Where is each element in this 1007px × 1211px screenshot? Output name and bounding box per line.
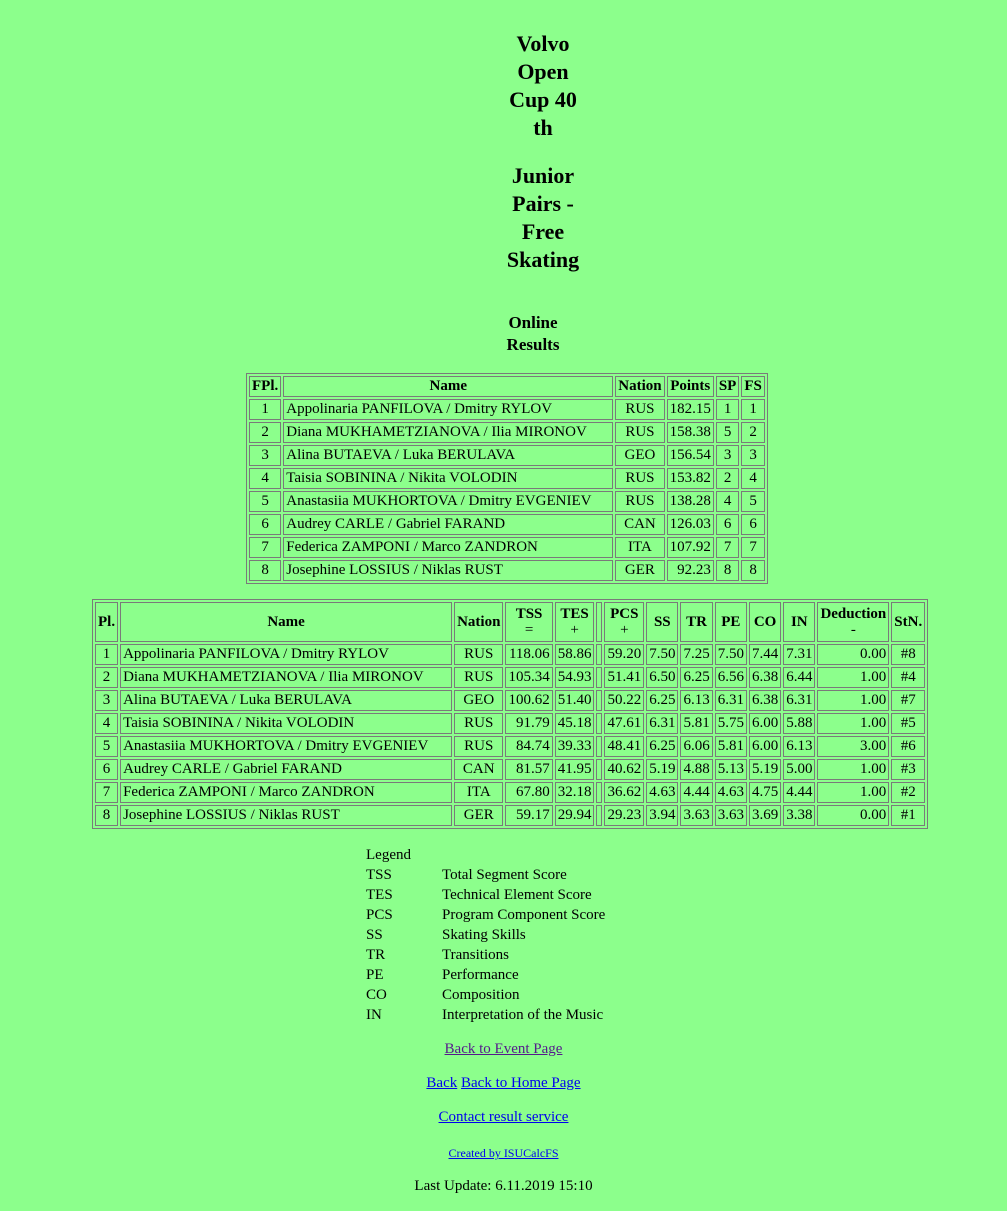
cell-fs: 4: [741, 468, 765, 489]
cell-pcs: 29.23: [604, 805, 644, 826]
cell-ss: 6.25: [646, 736, 678, 757]
col-header-ss: SS: [646, 602, 678, 642]
legend-abbreviation: PCS: [366, 907, 393, 923]
cell-co: 6.38: [749, 667, 781, 688]
col-header-fpl: FPl.: [249, 376, 281, 397]
table-row: [95, 782, 925, 803]
cell-nation: RUS: [454, 736, 503, 757]
cell-spacer: [596, 782, 602, 803]
cell-place: 6: [95, 759, 118, 780]
cell-pcs: 36.62: [604, 782, 644, 803]
cell-tss: 84.74: [505, 736, 552, 757]
cell-tss: 91.79: [505, 713, 552, 734]
cell-ss: 6.25: [646, 690, 678, 711]
cell-stn: #8: [891, 644, 925, 665]
cell-name: Anastasiia MUKHORTOVA / Dmitry EVGENIEV: [120, 736, 452, 757]
cell-sp: 4: [716, 491, 740, 512]
cell-fs: 3: [741, 445, 765, 466]
legend-title: Legend: [366, 847, 411, 863]
cell-fs: 5: [741, 491, 765, 512]
cell-pcs: 48.41: [604, 736, 644, 757]
cell-pcs: 59.20: [604, 644, 644, 665]
cell-place: 7: [249, 537, 281, 558]
cell-ss: 4.63: [646, 782, 678, 803]
cell-pcs: 40.62: [604, 759, 644, 780]
title-line: Pairs -: [512, 191, 574, 216]
cell-stn: #4: [891, 667, 925, 688]
cell-place: 8: [95, 805, 118, 826]
cell-co: 6.00: [749, 736, 781, 757]
col-header-pl: Pl.: [95, 602, 118, 642]
cell-tes: 29.94: [555, 805, 595, 826]
col-header-deduction: [817, 602, 889, 642]
cell-tr: 6.06: [680, 736, 712, 757]
legend-description: Composition: [442, 987, 520, 1003]
cell-tes: 45.18: [555, 713, 595, 734]
cell-fs: 6: [741, 514, 765, 535]
col-header-fs: FS: [741, 376, 765, 397]
cell-points: 153.82: [667, 468, 714, 489]
table-row: [249, 422, 765, 443]
cell-name: Appolinaria PANFILOVA / Dmitry RYLOV: [283, 399, 613, 420]
cell-tes: 54.93: [555, 667, 595, 688]
table-header-row: [249, 376, 765, 397]
cell-stn: #6: [891, 736, 925, 757]
col-header-tr: TR: [680, 602, 712, 642]
cell-place: 6: [249, 514, 281, 535]
cell-stn: #5: [891, 713, 925, 734]
col-header-sp: SP: [716, 376, 740, 397]
cell-co: 3.69: [749, 805, 781, 826]
cell-fs: 2: [741, 422, 765, 443]
cell-in: 6.13: [783, 736, 815, 757]
cell-stn: #7: [891, 690, 925, 711]
cell-points: 138.28: [667, 491, 714, 512]
cell-pe: 4.63: [715, 782, 747, 803]
table-row: [95, 644, 925, 665]
cell-points: 156.54: [667, 445, 714, 466]
col-header-tes: [555, 602, 595, 642]
cell-pcs: 47.61: [604, 713, 644, 734]
table-row: [95, 736, 925, 757]
cell-stn: #1: [891, 805, 925, 826]
legend-abbreviation: SS: [366, 927, 383, 943]
cell-sp: 5: [716, 422, 740, 443]
legend-items: [366, 865, 605, 1025]
title-line: Free: [521, 219, 565, 244]
legend-abbreviation: IN: [366, 1007, 382, 1023]
cell-tes: 51.40: [555, 690, 595, 711]
cell-co: 7.44: [749, 644, 781, 665]
cell-name: Appolinaria PANFILOVA / Dmitry RYLOV: [120, 644, 452, 665]
col-header-nation: Nation: [454, 602, 503, 642]
event-link-row: [0, 1041, 1007, 1058]
col-header-in: IN: [783, 602, 815, 642]
cell-in: 3.38: [783, 805, 815, 826]
cell-pe: 6.56: [715, 667, 747, 688]
cell-co: 6.00: [749, 713, 781, 734]
legend-description: Performance: [442, 967, 519, 983]
cell-in: 4.44: [783, 782, 815, 803]
cell-nation: RUS: [615, 422, 664, 443]
cell-tr: 3.63: [680, 805, 712, 826]
cell-place: 3: [249, 445, 281, 466]
cell-fs: 7: [741, 537, 765, 558]
back-link[interactable]: Back: [426, 1075, 458, 1091]
title-line: Volvo: [516, 31, 570, 56]
col-header-pcs: [604, 602, 644, 642]
cell-name: Audrey CARLE / Gabriel FARAND: [283, 514, 613, 535]
last-update: Last Update: 6.11.2019 15:10: [414, 1178, 593, 1194]
cell-co: 4.75: [749, 782, 781, 803]
subtitle-line: Results: [506, 335, 560, 354]
cell-nation: GEO: [454, 690, 503, 711]
cell-tss: 105.34: [505, 667, 552, 688]
col-header-pe: PE: [715, 602, 747, 642]
cell-tss: 67.80: [505, 782, 552, 803]
tss-label: TSS: [515, 606, 543, 622]
cell-nation: RUS: [615, 491, 664, 512]
cell-sp: 3: [716, 445, 740, 466]
table-row: [249, 491, 765, 512]
contact-link-row: [0, 1109, 1007, 1126]
cell-pe: 7.50: [715, 644, 747, 665]
cell-place: 1: [95, 644, 118, 665]
cell-in: 6.31: [783, 690, 815, 711]
cell-nation: CAN: [615, 514, 664, 535]
cell-pe: 5.81: [715, 736, 747, 757]
subtitle-line: Online: [508, 313, 558, 332]
created-by-link[interactable]: Created by ISUCalcFS: [448, 1146, 559, 1160]
deduction-sign: -: [850, 622, 856, 638]
cell-nation: RUS: [454, 667, 503, 688]
cell-in: 5.88: [783, 713, 815, 734]
title-line: Cup 40: [509, 87, 577, 112]
cell-ss: 6.31: [646, 713, 678, 734]
cell-tss: 100.62: [505, 690, 552, 711]
legend-description: Transitions: [442, 947, 509, 963]
table-row: [249, 399, 765, 420]
cell-place: 1: [249, 399, 281, 420]
cell-tr: 5.81: [680, 713, 712, 734]
legend-abbreviation: CO: [366, 987, 387, 1003]
cell-nation: GEO: [615, 445, 664, 466]
cell-tes: 32.18: [555, 782, 595, 803]
col-header-name: Name: [283, 376, 613, 397]
cell-points: 107.92: [667, 537, 714, 558]
table-row: [249, 445, 765, 466]
tes-label: TES: [560, 606, 589, 622]
cell-spacer: [596, 713, 602, 734]
cell-name: Federica ZAMPONI / Marco ZANDRON: [283, 537, 613, 558]
cell-fs: 1: [741, 399, 765, 420]
home-link-row: [0, 1075, 1007, 1092]
legend-description: Interpretation of the Music: [442, 1007, 604, 1023]
legend-item: [366, 865, 605, 885]
title-gap: [492, 142, 594, 162]
cell-pe: 5.13: [715, 759, 747, 780]
legend-item: [366, 885, 605, 905]
legend-description: Total Segment Score: [442, 867, 567, 883]
cell-place: 2: [249, 422, 281, 443]
cell-stn: #2: [891, 782, 925, 803]
cell-tr: 7.25: [680, 644, 712, 665]
cell-tss: 59.17: [505, 805, 552, 826]
contact-result-service-link[interactable]: Contact result service: [438, 1109, 569, 1125]
cell-nation: GER: [454, 805, 503, 826]
cell-deduction: 1.00: [817, 667, 889, 688]
cell-tr: 4.88: [680, 759, 712, 780]
legend: [366, 845, 605, 1025]
cell-place: 7: [95, 782, 118, 803]
cell-pe: 6.31: [715, 690, 747, 711]
pcs-sign: +: [620, 622, 629, 638]
cell-name: Anastasiia MUKHORTOVA / Dmitry EVGENIEV: [283, 491, 613, 512]
table-row: [95, 690, 925, 711]
cell-nation: RUS: [454, 713, 503, 734]
cell-name: Audrey CARLE / Gabriel FARAND: [120, 759, 452, 780]
cell-tss: 81.57: [505, 759, 552, 780]
cell-tr: 6.13: [680, 690, 712, 711]
cell-pcs: 50.22: [604, 690, 644, 711]
cell-name: Taisia SOBININA / Nikita VOLODIN: [283, 468, 613, 489]
cell-place: 4: [95, 713, 118, 734]
cell-spacer: [596, 644, 602, 665]
final-results-body: [249, 399, 765, 581]
cell-ss: 5.19: [646, 759, 678, 780]
legend-item: [366, 945, 605, 965]
legend-item: [366, 925, 605, 945]
cell-in: 5.00: [783, 759, 815, 780]
table-header-row: [95, 602, 925, 642]
table-row: [95, 805, 925, 826]
cell-place: 3: [95, 690, 118, 711]
legend-item: [366, 965, 605, 985]
table-row: [95, 713, 925, 734]
table-row: [95, 667, 925, 688]
final-results-table: [246, 373, 768, 584]
cell-place: 2: [95, 667, 118, 688]
cell-place: 4: [249, 468, 281, 489]
title-line: Skating: [506, 247, 580, 272]
col-header-spacer: [596, 602, 602, 642]
cell-stn: #3: [891, 759, 925, 780]
cell-spacer: [596, 690, 602, 711]
cell-place: 5: [95, 736, 118, 757]
cell-spacer: [596, 736, 602, 757]
legend-item: [366, 1005, 605, 1025]
cell-deduction: 1.00: [817, 690, 889, 711]
col-header-points: Points: [667, 376, 714, 397]
deduction-label: Deduction: [820, 606, 887, 622]
cell-sp: 7: [716, 537, 740, 558]
cell-points: 92.23: [667, 560, 714, 581]
tes-sign: +: [570, 622, 579, 638]
cell-deduction: 1.00: [817, 713, 889, 734]
table-row: [249, 537, 765, 558]
cell-ss: 6.50: [646, 667, 678, 688]
cell-deduction: 1.00: [817, 759, 889, 780]
legend-item: [366, 905, 605, 925]
col-header-tss: [505, 602, 552, 642]
created-link-row: [0, 1146, 1007, 1161]
cell-name: Josephine LOSSIUS / Niklas RUST: [283, 560, 613, 581]
cell-ss: 7.50: [646, 644, 678, 665]
cell-tes: 41.95: [555, 759, 595, 780]
col-header-name: Name: [120, 602, 452, 642]
legend-description: Technical Element Score: [442, 887, 592, 903]
col-header-co: CO: [749, 602, 781, 642]
tss-sign: =: [524, 622, 534, 638]
legend-abbreviation: PE: [366, 967, 384, 983]
page-subtitle: [492, 312, 574, 356]
cell-nation: ITA: [615, 537, 664, 558]
legend-description: Program Component Score: [442, 907, 606, 923]
cell-deduction: 3.00: [817, 736, 889, 757]
cell-nation: ITA: [454, 782, 503, 803]
cell-tr: 6.25: [680, 667, 712, 688]
cell-name: Josephine LOSSIUS / Niklas RUST: [120, 805, 452, 826]
cell-sp: 8: [716, 560, 740, 581]
cell-in: 6.44: [783, 667, 815, 688]
cell-deduction: 0.00: [817, 805, 889, 826]
table-row: [249, 514, 765, 535]
cell-name: Alina BUTAEVA / Luka BERULAVA: [283, 445, 613, 466]
back-to-home-link[interactable]: Back to Home Page: [461, 1075, 581, 1091]
cell-name: Alina BUTAEVA / Luka BERULAVA: [120, 690, 452, 711]
cell-tr: 4.44: [680, 782, 712, 803]
cell-points: 158.38: [667, 422, 714, 443]
cell-pe: 3.63: [715, 805, 747, 826]
title-line: Open: [517, 59, 569, 84]
cell-place: 8: [249, 560, 281, 581]
cell-points: 182.15: [667, 399, 714, 420]
cell-co: 5.19: [749, 759, 781, 780]
col-header-nation: Nation: [615, 376, 664, 397]
cell-spacer: [596, 759, 602, 780]
cell-deduction: 1.00: [817, 782, 889, 803]
cell-in: 7.31: [783, 644, 815, 665]
cell-tes: 58.86: [555, 644, 595, 665]
cell-nation: GER: [615, 560, 664, 581]
table-row: [249, 468, 765, 489]
cell-name: Diana MUKHAMETZIANOVA / Ilia MIRONOV: [120, 667, 452, 688]
legend-item: [366, 985, 605, 1005]
title-line: th: [533, 115, 553, 140]
cell-pe: 5.75: [715, 713, 747, 734]
legend-abbreviation: TR: [366, 947, 386, 963]
cell-sp: 1: [716, 399, 740, 420]
cell-points: 126.03: [667, 514, 714, 535]
back-to-event-link[interactable]: Back to Event Page: [444, 1041, 563, 1057]
cell-fs: 8: [741, 560, 765, 581]
cell-place: 5: [249, 491, 281, 512]
cell-nation: CAN: [454, 759, 503, 780]
page-title: [492, 30, 594, 274]
cell-name: Diana MUKHAMETZIANOVA / Ilia MIRONOV: [283, 422, 613, 443]
cell-name: Taisia SOBININA / Nikita VOLODIN: [120, 713, 452, 734]
pcs-label: PCS: [610, 606, 639, 622]
cell-deduction: 0.00: [817, 644, 889, 665]
legend-description: Skating Skills: [442, 927, 526, 943]
cell-sp: 2: [716, 468, 740, 489]
table-row: [249, 560, 765, 581]
cell-nation: RUS: [615, 468, 664, 489]
segment-results-body: [95, 644, 925, 826]
segment-results-table: [92, 599, 928, 829]
col-header-stn: StN.: [891, 602, 925, 642]
cell-tss: 118.06: [505, 644, 552, 665]
cell-spacer: [596, 805, 602, 826]
cell-spacer: [596, 667, 602, 688]
cell-nation: RUS: [454, 644, 503, 665]
table-row: [95, 759, 925, 780]
title-line: Junior: [511, 163, 575, 188]
cell-name: Federica ZAMPONI / Marco ZANDRON: [120, 782, 452, 803]
legend-abbreviation: TSS: [366, 867, 392, 883]
cell-nation: RUS: [615, 399, 664, 420]
cell-ss: 3.94: [646, 805, 678, 826]
cell-pcs: 51.41: [604, 667, 644, 688]
cell-tes: 39.33: [555, 736, 595, 757]
cell-sp: 6: [716, 514, 740, 535]
legend-abbreviation: TES: [366, 887, 393, 903]
cell-co: 6.38: [749, 690, 781, 711]
